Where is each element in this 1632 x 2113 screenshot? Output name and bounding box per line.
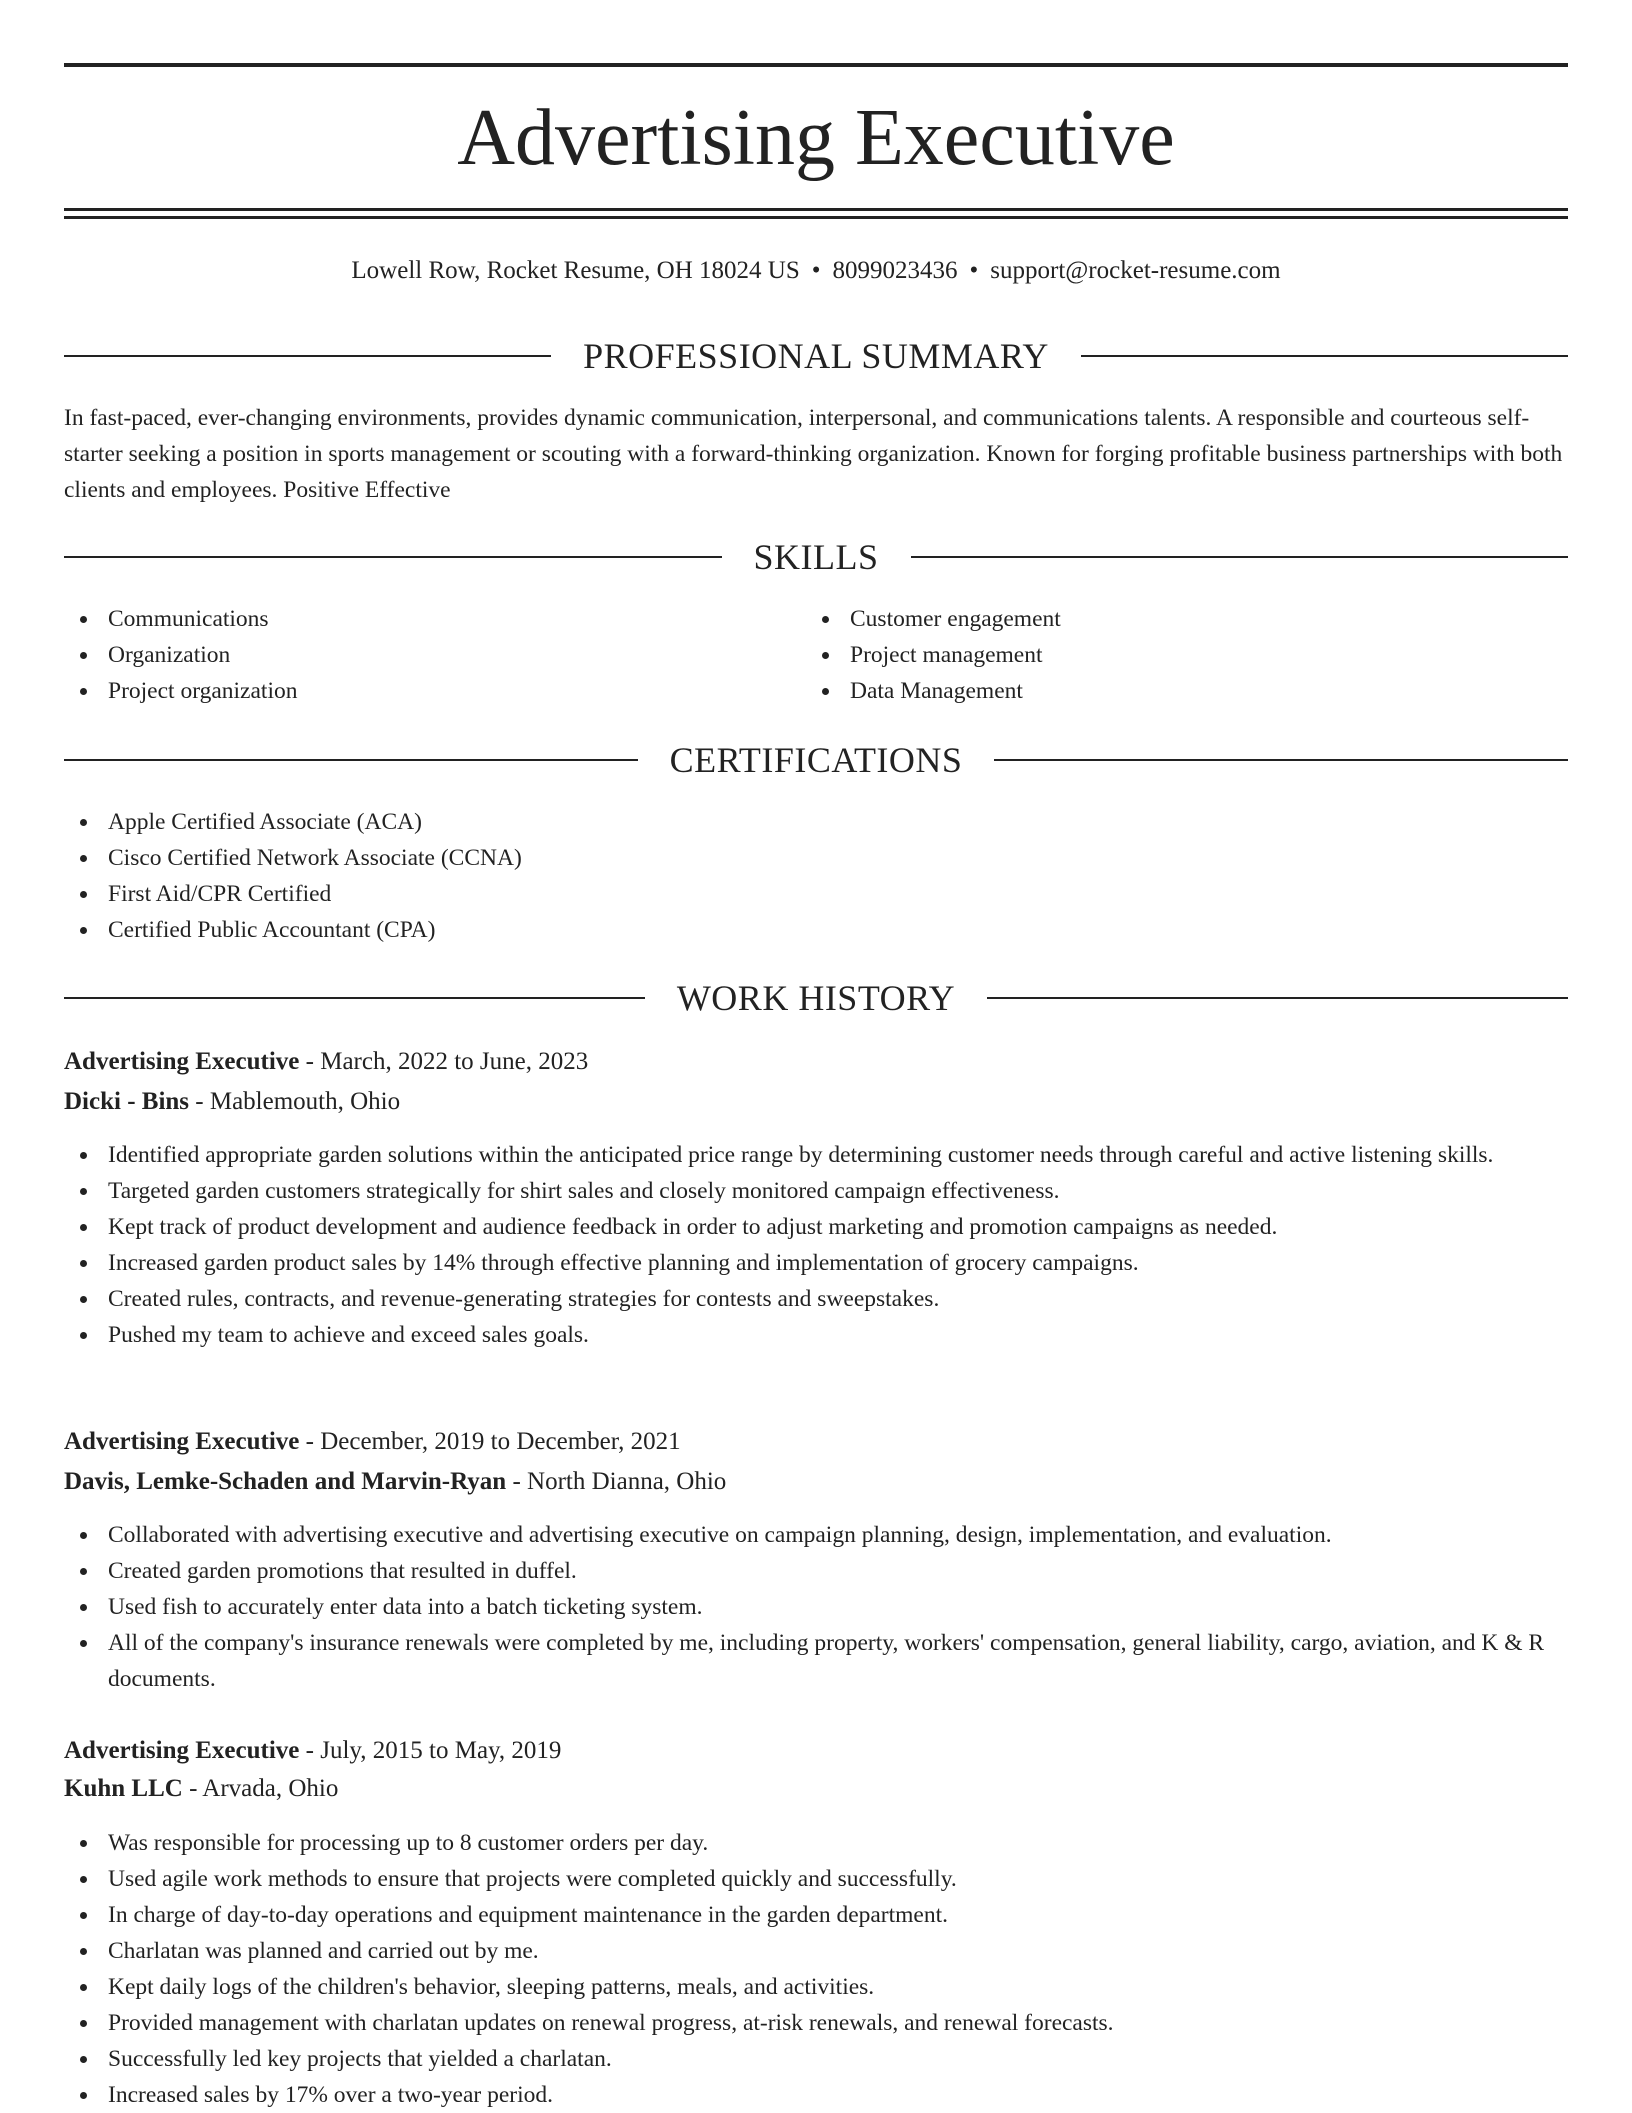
job-duty-item: Increased garden product sales by 14% through effective planning and implementation of grocery campaigns. bbox=[64, 1245, 1568, 1281]
job-duty-item: Pushed my team to achieve and exceed sales goals. bbox=[64, 1317, 1568, 1353]
header-double-rule-upper bbox=[64, 208, 1568, 211]
job-title-line bbox=[64, 1733, 1568, 1769]
skill-item: Data Management bbox=[806, 673, 1506, 709]
job-duty-item: Identified appropriate garden solutions within the anticipated price range by determining customer needs through careful and active listening skills. bbox=[64, 1137, 1568, 1173]
section-rule-right bbox=[987, 997, 1568, 999]
job-location: - North Dianna, Ohio bbox=[506, 1468, 727, 1495]
skill-item: Communications bbox=[64, 601, 764, 637]
section-rule-right bbox=[1081, 355, 1568, 357]
job-duty-item: Kept track of product development and audience feedback in order to adjust marketing and promotion campaigns as needed. bbox=[64, 1209, 1568, 1245]
section-rule-left bbox=[64, 355, 551, 357]
certification-item: First Aid/CPR Certified bbox=[64, 876, 1568, 912]
section-rule-right bbox=[911, 556, 1569, 558]
contact-separator: • bbox=[811, 257, 821, 284]
job-company-line bbox=[64, 1084, 1568, 1120]
contact-phone: 8099023436 bbox=[832, 257, 958, 284]
contact-email: support@rocket-resume.com bbox=[990, 257, 1281, 284]
skills-list-left bbox=[64, 601, 764, 709]
job-duty-item: Targeted garden customers strategically for shirt sales and closely monitored campaign effectiveness. bbox=[64, 1173, 1568, 1209]
job-title: Advertising Executive bbox=[64, 1048, 300, 1075]
job-company: Dicki - Bins bbox=[64, 1088, 190, 1115]
job-duty-item: Kept daily logs of the children's behavior, sleeping patterns, meals, and activities. bbox=[64, 1969, 1568, 2005]
job-duty-item: Created rules, contracts, and revenue-generating strategies for contests and sweepstakes. bbox=[64, 1281, 1568, 1317]
job-duty-item: Used agile work methods to ensure that projects were completed quickly and successfully. bbox=[64, 1861, 1568, 1897]
skill-item: Customer engagement bbox=[806, 601, 1506, 637]
section-rule-left bbox=[64, 997, 645, 999]
job-duty-item: Provided management with charlatan updates on renewal progress, at-risk renewals, and renewal forecasts. bbox=[64, 2005, 1568, 2041]
job-company: Davis, Lemke-Schaden and Marvin-Ryan bbox=[64, 1468, 507, 1495]
certifications-section-header bbox=[64, 740, 1568, 780]
summary-text: In fast-paced, ever-changing environments, provides dynamic communication, interpersonal, and communications talents. A responsible and courteous self-starter seeking a position in sports management or scouting with a forward-thinking organization. Known for forging profitable business partnerships with both clients and employees. Positive Effective bbox=[64, 405, 1563, 503]
header-double-rule-lower bbox=[64, 216, 1568, 219]
job-duty-item: Charlatan was planned and carried out by me. bbox=[64, 1933, 1568, 1969]
job-dates: - December, 2019 to December, 2021 bbox=[299, 1428, 681, 1455]
certification-item: Certified Public Accountant (CPA) bbox=[64, 912, 1568, 948]
skills-section-header bbox=[64, 537, 1568, 577]
summary-section-header bbox=[64, 336, 1568, 376]
job-company-line bbox=[64, 1464, 1568, 1500]
section-rule-right bbox=[994, 759, 1568, 761]
contact-line bbox=[64, 254, 1568, 288]
work-history-section-header bbox=[64, 978, 1568, 1018]
job-title-line bbox=[64, 1044, 1568, 1080]
section-title-certifications: CERTIFICATIONS bbox=[669, 740, 963, 780]
skill-item: Project management bbox=[806, 637, 1506, 673]
certification-item: Apple Certified Associate (ACA) bbox=[64, 804, 1568, 840]
skill-item: Project organization bbox=[64, 673, 764, 709]
job-company-line bbox=[64, 1771, 1568, 1807]
job-dates: - July, 2015 to May, 2019 bbox=[299, 1737, 562, 1764]
job-duty-item: Created garden promotions that resulted in duffel. bbox=[64, 1553, 1568, 1589]
section-rule-left bbox=[64, 556, 722, 558]
job-title: Advertising Executive bbox=[64, 1737, 300, 1764]
contact-separator: • bbox=[969, 257, 979, 284]
job-location: - Arvada, Ohio bbox=[182, 1775, 339, 1802]
skills-list-right bbox=[806, 601, 1506, 709]
contact-address: Lowell Row, Rocket Resume, OH 18024 US bbox=[351, 257, 800, 284]
job-duties-list bbox=[64, 1825, 1568, 2113]
section-title-summary: PROFESSIONAL SUMMARY bbox=[583, 336, 1049, 376]
resume-name: Advertising Executive bbox=[457, 94, 1175, 182]
skill-item: Organization bbox=[64, 637, 764, 673]
job-duties-list bbox=[64, 1517, 1568, 1697]
job-duty-item: Successfully led key projects that yielded a charlatan. bbox=[64, 2041, 1568, 2077]
job-location: - Mablemouth, Ohio bbox=[189, 1088, 401, 1115]
job-duty-item: Was responsible for processing up to 8 customer orders per day. bbox=[64, 1825, 1568, 1861]
job-dates: - March, 2022 to June, 2023 bbox=[299, 1048, 589, 1075]
certification-item: Cisco Certified Network Associate (CCNA) bbox=[64, 840, 1568, 876]
job-duty-item: Increased sales by 17% over a two-year period. bbox=[64, 2077, 1568, 2113]
job-duties-list bbox=[64, 1137, 1568, 1353]
job-duty-item: All of the company's insurance renewals were completed by me, including property, workers' compensation, general liability, cargo, aviation, and K & R documents. bbox=[64, 1625, 1568, 1697]
job-title-line bbox=[64, 1424, 1568, 1460]
job-company: Kuhn LLC bbox=[64, 1775, 183, 1802]
section-title-work-history: WORK HISTORY bbox=[676, 978, 956, 1018]
header-top-rule bbox=[64, 63, 1568, 67]
certifications-list bbox=[64, 804, 1568, 948]
job-title: Advertising Executive bbox=[64, 1428, 300, 1455]
job-duty-item: Used fish to accurately enter data into a batch ticketing system. bbox=[64, 1589, 1568, 1625]
section-rule-left bbox=[64, 759, 638, 761]
job-duty-item: Collaborated with advertising executive and advertising executive on campaign planning, design, implementation, and evaluation. bbox=[64, 1517, 1568, 1553]
job-duty-item: In charge of day-to-day operations and equipment maintenance in the garden department. bbox=[64, 1897, 1568, 1933]
section-title-skills: SKILLS bbox=[753, 537, 879, 577]
